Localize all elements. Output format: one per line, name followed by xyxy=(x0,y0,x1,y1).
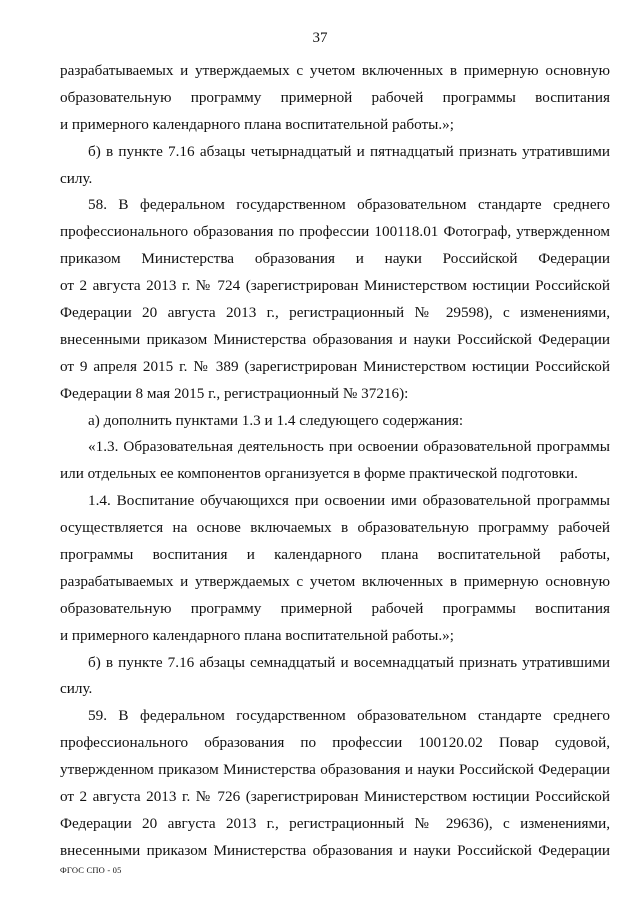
text-line: приказом Министерства образования и науки Российской Федерации xyxy=(60,250,610,268)
text-line: осуществляется на основе включаемых в образовательную программу рабочей xyxy=(60,519,610,537)
document-body xyxy=(60,58,610,865)
text-line: «1.3. Образовательная деятельность при освоении образовательной программы xyxy=(88,438,610,456)
text-line: Федерации 8 мая 2015 г., регистрационный № 37216): xyxy=(60,384,409,402)
page-number: 37 xyxy=(312,30,328,46)
text-line: разрабатываемых и утверждаемых с учетом включенных в примерную основную xyxy=(60,572,610,590)
text-line: утвержденном приказом Министерства образования и науки Российской Федерации xyxy=(60,761,610,779)
text-line: Федерации 20 августа 2013 г., регистрационный № 29636), с изменениями, xyxy=(60,814,610,832)
text-line: внесенными приказом Министерства образования и науки Российской Федерации xyxy=(60,841,610,859)
text-line: от 2 августа 2013 г. № 724 (зарегистрирован Министерством юстиции Российской xyxy=(60,277,610,295)
text-line: и примерного календарного плана воспитательной работы.»; xyxy=(60,626,454,644)
text-line: и примерного календарного плана воспитательной работы.»; xyxy=(60,115,454,133)
text-line: программы воспитания и календарного плана воспитательной работы, xyxy=(60,546,610,564)
text-line: профессионального образования по профессии 100120.02 Повар судовой, xyxy=(60,734,610,752)
text-line: от 2 августа 2013 г. № 726 (зарегистрирован Министерством юстиции Российской xyxy=(60,788,610,806)
text-line: силу. xyxy=(60,169,93,187)
text-line: 59. В федеральном государственном образовательном стандарте среднего xyxy=(88,707,610,725)
text-line: 1.4. Воспитание обучающихся при освоении ими образовательной программы xyxy=(88,492,610,510)
text-line: образовательную программу примерной рабочей программы воспитания xyxy=(60,88,610,106)
text-line: или отдельных ее компонентов организуется в форме практической подготовки. xyxy=(60,465,578,483)
text-line: 58. В федеральном государственном образовательном стандарте среднего xyxy=(88,196,610,214)
text-line: а) дополнить пунктами 1.3 и 1.4 следующего содержания: xyxy=(88,411,464,429)
footer-label: ФГОС СПО - 05 xyxy=(60,865,122,875)
text-line: внесенными приказом Министерства образования и науки Российской Федерации xyxy=(60,330,610,348)
text-line: образовательную программу примерной рабочей программы воспитания xyxy=(60,599,610,617)
text-line: Федерации 20 августа 2013 г., регистрационный № 29598), с изменениями, xyxy=(60,304,610,322)
text-line: силу. xyxy=(60,680,93,698)
text-line: б) в пункте 7.16 абзацы четырнадцатый и пятнадцатый признать утратившими xyxy=(88,142,610,160)
text-line: от 9 апреля 2015 г. № 389 (зарегистрирован Министерством юстиции Российской xyxy=(60,357,610,375)
text-line: профессионального образования по профессии 100118.01 Фотограф, утвержденном xyxy=(60,223,610,241)
text-line: б) в пункте 7.16 абзацы семнадцатый и восемнадцатый признать утратившими xyxy=(88,653,610,671)
text-line: разрабатываемых и утверждаемых с учетом включенных в примерную основную xyxy=(60,62,610,79)
